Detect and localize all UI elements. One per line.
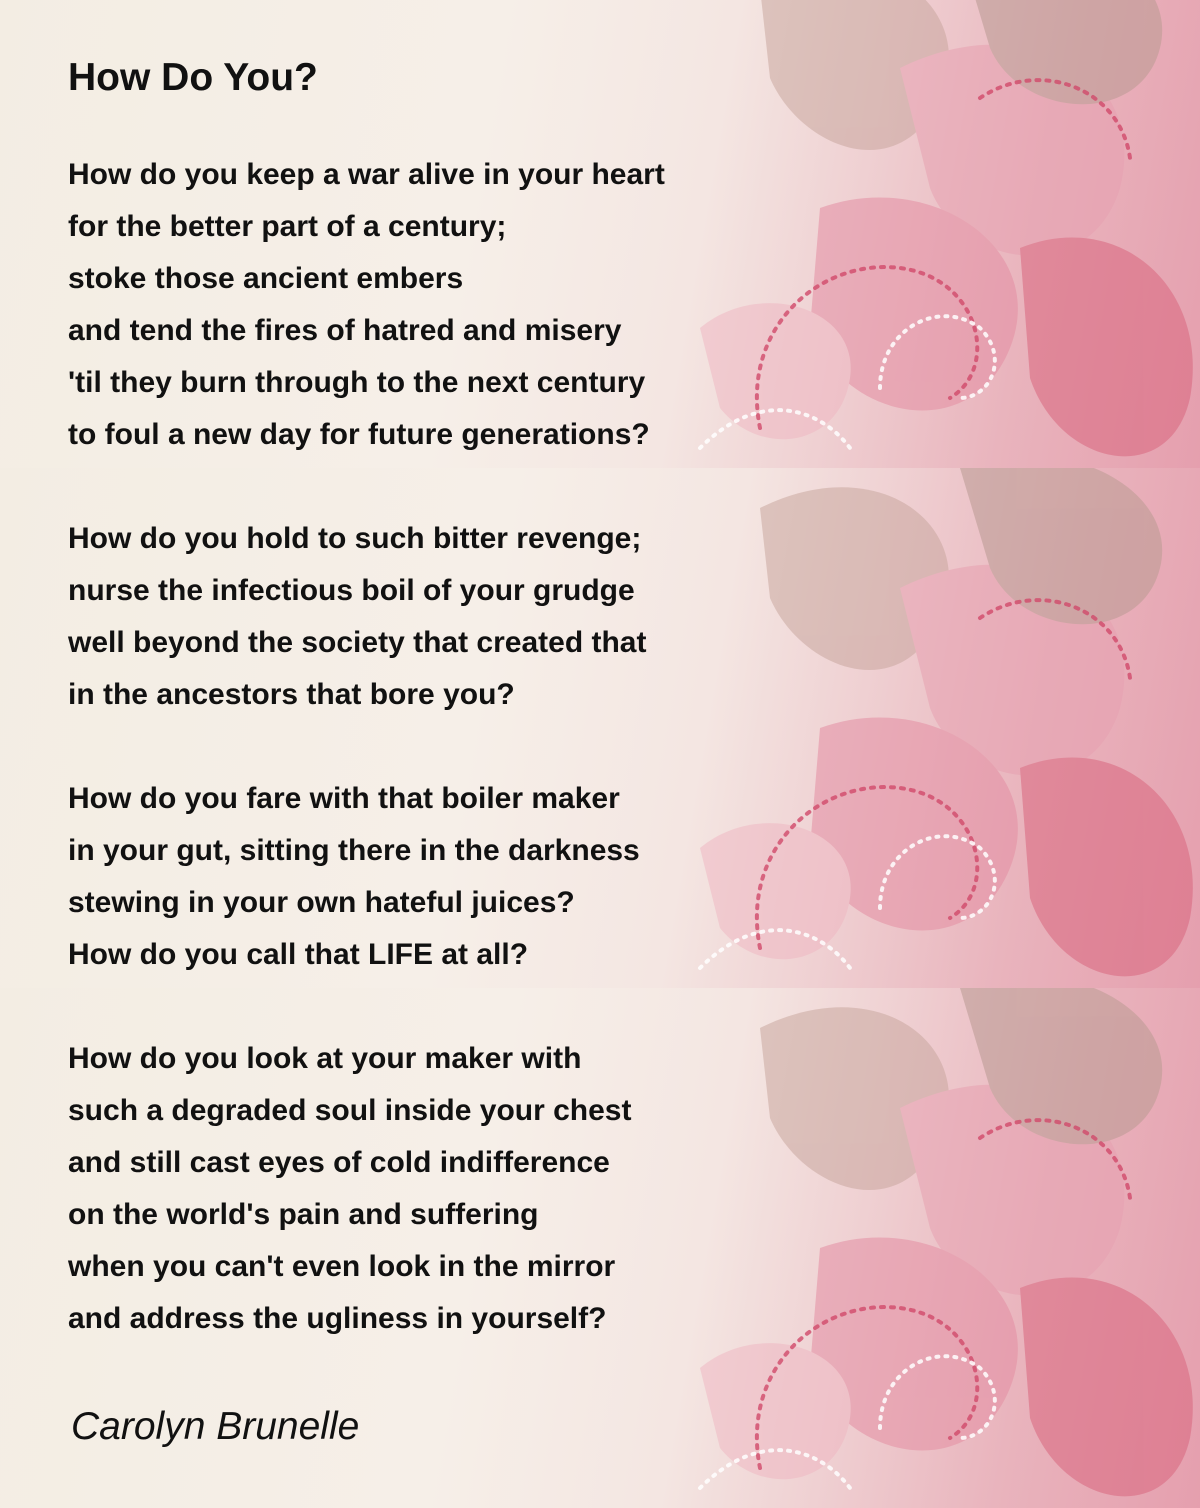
poem-line: stoke those ancient embers	[68, 262, 464, 295]
poem-line: How do you look at your maker with	[68, 1042, 582, 1075]
poem-line: for the better part of a century;	[68, 210, 507, 243]
poem-title: How Do You?	[68, 56, 318, 99]
poem-line: How do you keep a war alive in your heart	[68, 158, 665, 191]
poem-line: How do you hold to such bitter revenge;	[68, 522, 642, 555]
stanza-1	[68, 149, 665, 461]
poem-line: nurse the infectious boil of your grudge	[68, 574, 635, 607]
poem-author: Carolyn Brunelle	[71, 1405, 360, 1448]
poem-line: 'til they burn through to the next century	[68, 366, 646, 399]
poem-line: well beyond the society that created that	[68, 626, 647, 659]
poem-line: and address the ugliness in yourself?	[68, 1302, 607, 1335]
poem-line: when you can't even look in the mirror	[68, 1250, 616, 1283]
poem-line: How do you call that LIFE at all?	[68, 938, 529, 971]
poem-line: stewing in your own hateful juices?	[68, 886, 575, 919]
poem-line: on the world's pain and suffering	[68, 1198, 539, 1231]
poem-line: such a degraded soul inside your chest	[68, 1094, 632, 1127]
stanza-4	[68, 1033, 631, 1345]
stanza-3	[68, 773, 640, 981]
poem-line: in the ancestors that bore you?	[68, 678, 515, 711]
poem-line: and tend the fires of hatred and misery	[68, 314, 622, 347]
stanza-2	[68, 513, 646, 721]
poem-line: and still cast eyes of cold indifference	[68, 1146, 610, 1179]
poem-line: to foul a new day for future generations?	[68, 418, 650, 451]
poem-line: How do you fare with that boiler maker	[68, 782, 620, 815]
poem-line: in your gut, sitting there in the darkness	[68, 834, 640, 867]
